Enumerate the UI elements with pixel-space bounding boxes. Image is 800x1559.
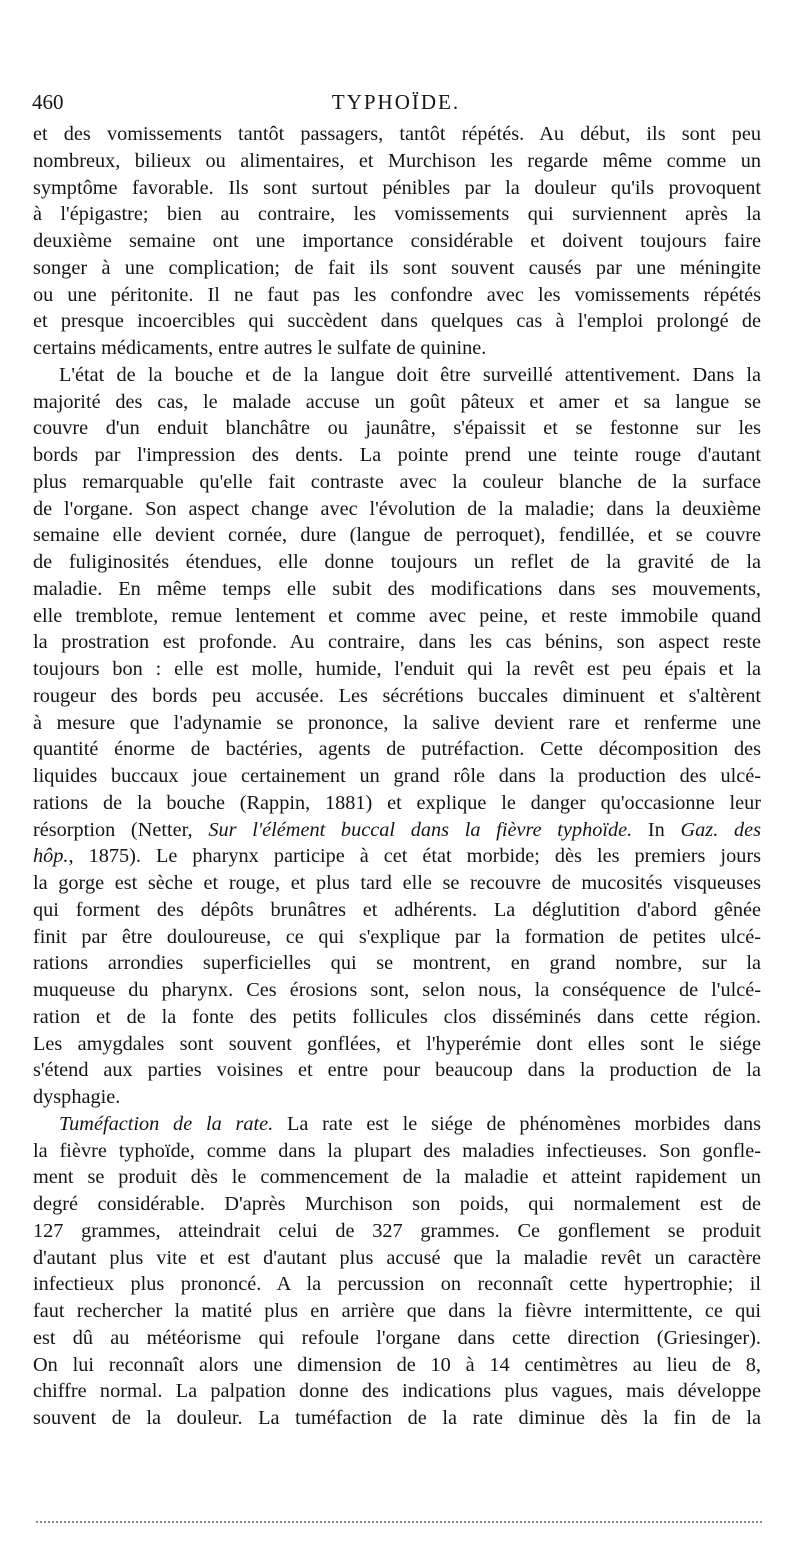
text-line: de fuliginosités étendues, elle donne toujours un reflet de la gravité de la [33,551,761,573]
text-line: finit par être douloureuse, ce qui s'explique par la formation de petites ulcé- [33,925,761,948]
text-line-with-citation [33,817,761,844]
text-line: rations arrondies superficielles qui se montrent, en grand nombre, sur la [33,952,761,975]
text-line: chiffre normal. La palpation donne des indications plus vagues, mais développe [33,1380,761,1403]
text-line: est dû au météorisme qui refoule l'organe dans cette direction (Griesinger). [33,1326,761,1349]
text-line: L'état de la bouche et de la langue doit être surveillé attentivement. Dans la [59,363,761,386]
text-line: de l'organe. Son aspect change avec l'évolution de la maladie; dans la deuxième [33,497,761,520]
text-line: deuxième semaine ont une importance considérable et doivent toujours faire [33,230,761,252]
text-line: la fièvre typhoïde, comme dans la plupart des maladies infectieuses. Son gonfle- [33,1139,761,1162]
text-line: bords par l'impression des dents. La pointe prend une teinte rouge d'autant [33,444,761,466]
text-line: ment se produit dès le commencement de la maladie et atteint rapidement un [33,1166,761,1189]
text-line: faut rechercher la matité plus en arrière que dans la fièvre intermittente, ce qui [33,1300,761,1322]
text-line: certains médicaments, entre autres le sulfate de quinine. [33,337,487,359]
text-fragment: La rate est le siége de phénomènes morbides dans [273,1112,761,1135]
text-line: degré considérable. D'après Murchison son poids, qui normalement est de [33,1193,761,1215]
text-line: elle tremblote, remue lentement et comme avec peine, et reste immobile quand [33,604,761,627]
italic-journal: Gaz. des [680,818,761,841]
text-line: la prostration est profonde. Au contraire, dans les cas bénins, son aspect reste [33,631,761,654]
running-title: TYPHOÏDE. [331,90,461,114]
bottom-dotted-rule [36,1521,762,1523]
text-line: plus remarquable qu'elle fait contraste avec la couleur blanche de la surface [33,470,761,493]
text-line-with-citation [33,843,761,870]
italic-run-in-heading: Tuméfaction de la rate. [59,1112,274,1135]
text-line: s'étend aux parties voisines et entre pour beaucoup dans la production de la [33,1059,761,1082]
text-fragment: résorption (Netter, [33,818,209,841]
text-line: Les amygdales sont souvent gonflées, et l'hyperémie dont elles sont le siége [33,1032,761,1055]
running-head [32,88,760,116]
text-line: majorité des cas, le malade accuse un goût pâteux et amer et sa langue se [33,390,761,413]
text-line: à mesure que l'adynamie se prononce, la salive devient rare et renferme une [33,711,761,734]
text-line: nombreux, bilieux ou alimentaires, et Murchison les regarde même comme un [33,149,761,172]
text-line: rougeur des bords peu accusée. Les sécrétions buccales diminuent et s'altèrent [33,684,761,707]
text-line: à l'épigastre; bien au contraire, les vomissements qui surviennent après la [33,203,761,226]
italic-title: Sur l'élément buccal dans la fièvre typhoïde. [208,818,633,841]
text-fragment: In [632,818,681,841]
page-number: 460 [32,90,64,114]
text-fragment: , 1875). Le pharynx participe à cet état morbide; dès les premiers jours [68,845,761,868]
text-line: et presque incoercibles qui succèdent dans quelques cas à l'emploi prolongé de [33,310,761,333]
text-line: la gorge est sèche et rouge, et plus tard elle se recouvre de mucosités visqueuses [33,872,761,894]
text-line: songer à une complication; de fait ils sont souvent causés par une méningite [33,256,761,279]
text-line: dysphagie. [33,1086,121,1108]
text-line: semaine elle devient cornée, dure (langue de perroquet), fendillée, et se couvre [33,524,761,547]
text-line: ration et de la fonte des petits follicules clos disséminés dans cette région. [33,1005,761,1028]
text-line: et des vomissements tantôt passagers, tantôt répétés. Au début, ils sont peu [33,123,761,145]
text-line: 127 grammes, atteindrait celui de 327 grammes. Ce gonflement se produit [33,1219,761,1242]
text-line: maladie. En même temps elle subit des modifications dans ses mouvements, [33,577,761,600]
body-text [33,121,761,1432]
text-line: qui forment des dépôts brunâtres et adhérents. La déglutition d'abord gênée [33,898,761,921]
italic-journal: hôp. [33,845,69,868]
text-line: infectieux plus prononcé. A la percussion on reconnaît cette hypertrophie; il [33,1273,761,1296]
text-line: rations de la bouche (Rappin, 1881) et explique le danger qu'occasionne leur [33,791,761,814]
text-line: couvre d'un enduit blanchâtre ou jaunâtre, s'épaissit et se festonne sur les [33,417,761,440]
text-line: souvent de la douleur. La tuméfaction de la rate diminue dès la fin de la [33,1407,761,1429]
text-line: ou une péritonite. Il ne faut pas les confondre avec les vomissements répétés [33,283,761,306]
text-line: On lui reconnaît alors une dimension de 10 à 14 centimètres au lieu de 8, [33,1353,761,1376]
text-line: d'autant plus vite et est d'autant plus accusé que la maladie revêt un caractère [33,1246,761,1269]
text-line: liquides buccaux joue certainement un grand rôle dans la production des ulcé- [33,765,761,787]
text-line: quantité énorme de bactéries, agents de putréfaction. Cette décomposition des [33,738,761,761]
text-line-with-heading [33,1111,761,1138]
text-line: toujours bon : elle est molle, humide, l'enduit qui la revêt est peu épais et la [33,658,761,680]
text-line: symptôme favorable. Ils sont surtout pénibles par la douleur qu'ils provoquent [33,176,761,199]
text-line: muqueuse du pharynx. Ces érosions sont, selon nous, la conséquence de l'ulcé- [33,979,761,1001]
